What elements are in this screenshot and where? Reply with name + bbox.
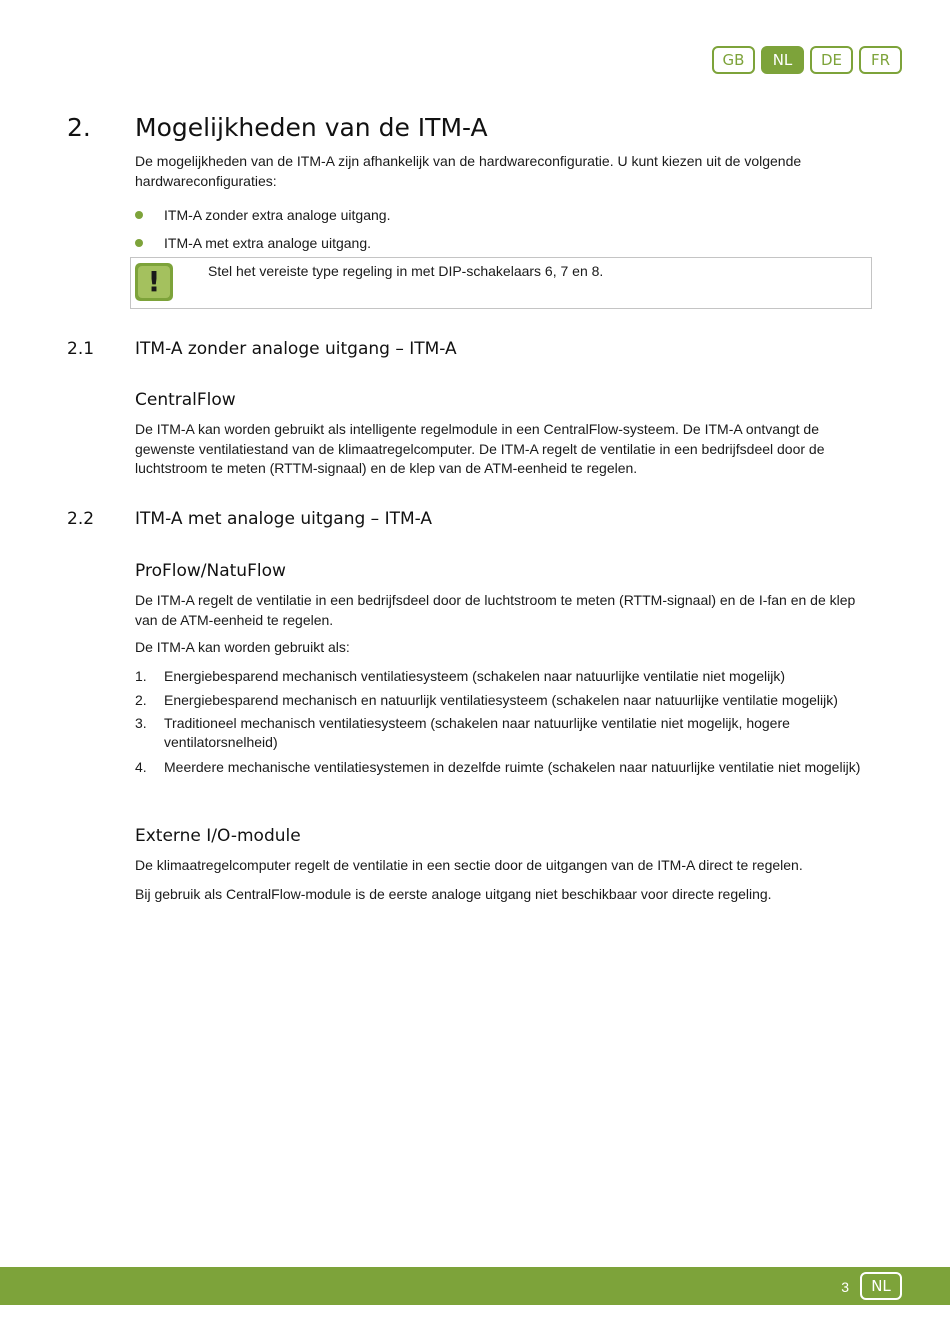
section-2-1-title: ITM-A zonder analoge uitgang – ITM-A [135,339,457,359]
section-2-number: 2. [67,113,91,142]
footer-bar [0,1267,950,1305]
list-text: Energiebesparend mechanisch en natuurlijk ventilatiesysteem (schakelen naar natuurlijke ventilatie mogelijk) [164,692,838,708]
warning-note [130,257,872,309]
list-number: 3. [135,715,147,731]
list-number: 1. [135,668,147,684]
centralflow-body: De ITM-A kan worden gebruikt als intelligente regelmodule in een CentralFlow-systeem. De ITM-A ontvangt de gewenste ventilatiestand van de klimaatregelcomputer. De ITM-A regelt de ventilatie in een bedrijfsdeel door de luchtstroom te meten (RTTM-signaal) en de klep van de ATM-eenheid te regelen. [135,421,825,476]
list-text: Traditioneel mechanisch ventilatiesysteem (schakelen naar natuurlijke ventilatie niet mogelijk, hogere ventilatorsnelheid) [164,715,790,750]
section-2-intro: De mogelijkheden van de ITM-A zijn afhankelijk van de hardwareconfiguratie. U kunt kiezen uit de volgende hardwareconfiguraties: [135,153,802,189]
section-2-2-number: 2.2 [67,509,95,529]
language-selector [712,46,902,74]
centralflow-subheading: CentralFlow [135,390,236,410]
usage-intro: De ITM-A kan worden gebruikt als: [135,639,350,655]
section-2-2-title: ITM-A met analoge uitgang – ITM-A [135,509,433,529]
proflow-subheading: ProFlow/NatuFlow [135,561,286,581]
language-tab-de[interactable]: DE [810,46,853,74]
centralflow-note: Bij gebruik als CentralFlow-module is de eerste analoge uitgang niet beschikbaar voor directe regeling. [135,886,772,902]
bullet-text: ITM-A zonder extra analoge uitgang. [164,207,391,223]
bullet-dot [135,239,143,247]
bullet-text: ITM-A met extra analoge uitgang. [164,235,371,251]
external-io-body: De klimaatregelcomputer regelt de ventilatie in een sectie door de uitgangen van de ITM-A direct te regelen. [135,857,803,873]
bullet-dot [135,211,143,219]
list-text: Meerdere mechanische ventilatiesystemen in dezelfde ruimte (schakelen naar natuurlijke ventilatie niet mogelijk) [164,759,861,775]
section-2-title: Mogelijkheden van de ITM-A [135,113,488,142]
section-2-1-number: 2.1 [67,339,95,359]
page-number: 3 [841,1279,849,1295]
footer-language-badge: NL [860,1272,902,1300]
language-tab-gb[interactable]: GB [712,46,755,74]
proflow-body: De ITM-A regelt de ventilatie in een bedrijfsdeel door de luchtstroom te meten (RTTM-signaal) en de I-fan en de klep van de ATM-eenheid te regelen. [135,592,856,628]
language-tab-fr[interactable]: FR [859,46,902,74]
list-number: 2. [135,692,147,708]
list-text: Energiebesparend mechanisch ventilatiesysteem (schakelen naar natuurlijke ventilatie niet mogelijk) [164,668,785,684]
language-tab-nl[interactable]: NL [761,46,804,74]
warning-note-text: Stel het vereiste type regeling in met DIP-schakelaars 6, 7 en 8. [208,263,604,279]
warning-exclamation-icon: ! [135,263,173,301]
external-io-subheading: Externe I/O-module [135,826,301,846]
list-number: 4. [135,759,147,775]
